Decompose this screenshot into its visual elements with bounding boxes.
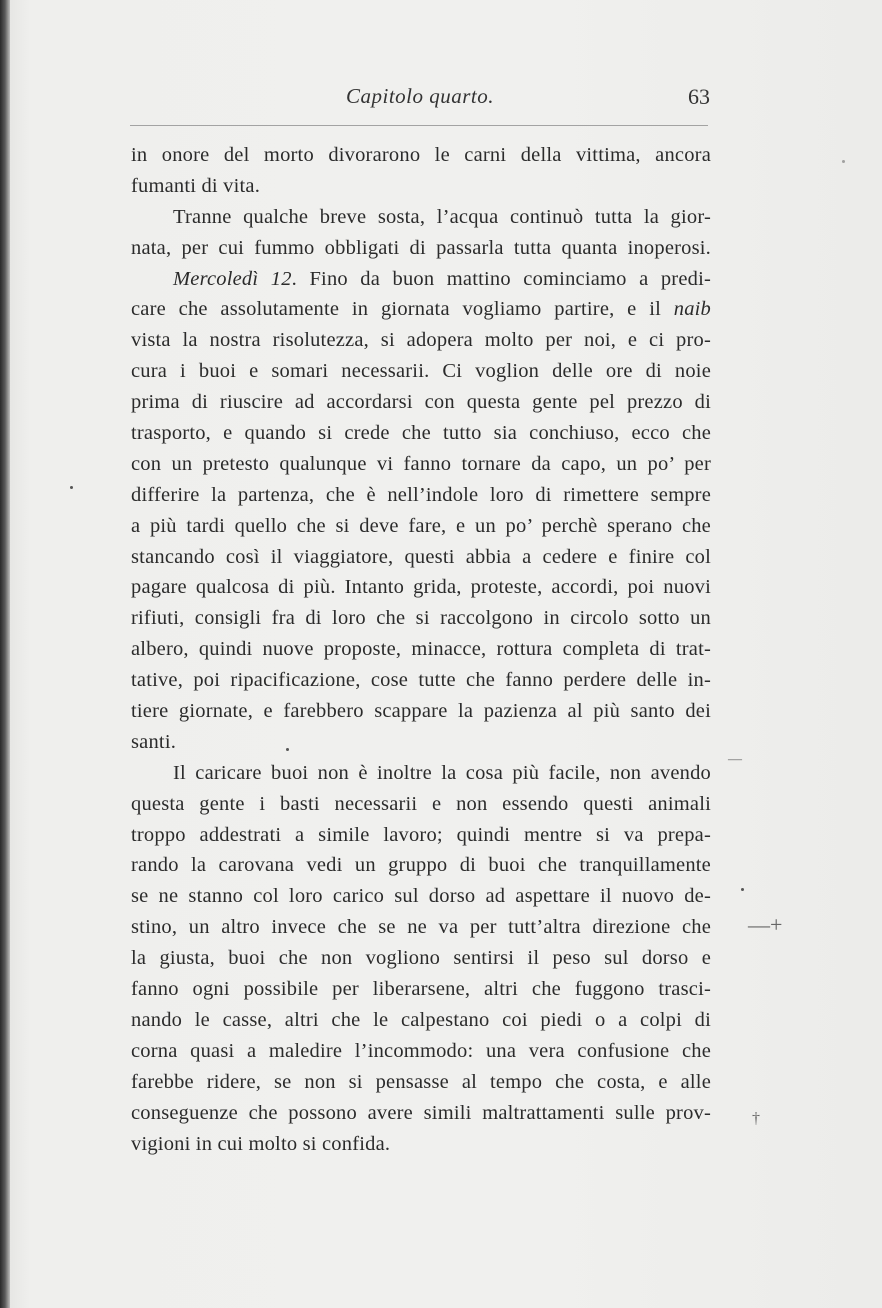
text-line: in onore del morto divorarono le carni della vittima, ancora — [131, 144, 711, 166]
text-line: la giusta, buoi che non vogliono sentirsi il peso sul dorso e — [131, 947, 711, 970]
text-line: trasporto, e quando si crede che tutto sia conchiuso, ecco che — [131, 422, 711, 445]
ink-speck — [741, 888, 744, 891]
page-header — [130, 84, 710, 114]
text-line: farebbe ridere, se non si pensasse al tempo che costa, e alle — [131, 1070, 711, 1093]
text-line: nando le casse, altri che le calpestano coi piedi o a colpi di — [131, 1008, 711, 1031]
text-line: pagare qualcosa di più. Intanto grida, proteste, accordi, poi nuovi — [131, 576, 711, 599]
text-line: Tranne qualche breve sosta, l’acqua continuò tutta la gior- — [173, 205, 711, 228]
text-line: con un pretesto qualunque vi fanno tornare da capo, un po’ per — [131, 452, 711, 475]
text-line: stino, un altro invece che se ne va per tutt’altra direzione che — [131, 916, 711, 939]
text-line: albero, quindi nuove proposte, minacce, rottura completa di trat- — [131, 638, 711, 661]
text-line: questa gente i basti necessarii e non essendo questi animali — [131, 792, 711, 815]
text-line: fanno ogni possibile per liberarsene, altri che fuggono trasci- — [131, 978, 711, 1001]
text-line: fumanti di vita. — [131, 174, 261, 197]
text-line: tative, poi ripacificazione, cose tutte che fanno perdere delle in- — [131, 669, 711, 692]
italic-term: naib — [673, 298, 711, 321]
text-line: vigioni in cui molto si confida. — [131, 1132, 391, 1155]
text-line — [131, 294, 711, 325]
running-title: Capitolo quarto. — [346, 84, 495, 108]
text-line: santi. — [131, 730, 177, 753]
text-fragment: care che assolutamente in giornata vogliamo partire, e il — [131, 298, 674, 321]
text-line — [131, 264, 711, 295]
text-line: rando la carovana vedi un gruppo di buoi che tranquillamente — [131, 854, 711, 877]
page-number: 63 — [688, 84, 710, 109]
date-heading: Mercoledì 12 — [173, 267, 292, 290]
text-line: nata, per cui fummo obbligati di passarla tutta quanta inoperosi. — [131, 236, 711, 259]
margin-mark-dagger: † — [752, 1110, 760, 1127]
text-line: se ne stanno col loro carico sul dorso ad aspettare il nuovo de- — [131, 885, 711, 908]
margin-mark-cross: —+ — [748, 912, 783, 937]
text-line: conseguenze che possono avere simili maltrattamenti sulle prov- — [131, 1101, 711, 1124]
text-line: rifiuti, consigli fra di loro che si raccolgono in circolo sotto un — [131, 607, 711, 630]
ink-speck — [842, 160, 845, 163]
text-line: Il caricare buoi non è inoltre la cosa più facile, non avendo — [173, 761, 711, 784]
binding-edge — [0, 0, 10, 1308]
text-line: a più tardi quello che si deve fare, e un po’ perchè sperano che — [131, 514, 711, 537]
ink-speck — [286, 748, 289, 751]
text-line: corna quasi a maledire l’incommodo: una vera confusione che — [131, 1039, 711, 1062]
body-text — [131, 140, 711, 1159]
text-line: vista la nostra risolutezza, si adopera molto per noi, e ci pro- — [131, 329, 711, 352]
text-line: prima di riuscire ad accordarsi con questa gente pel prezzo di — [131, 391, 711, 414]
text-line: stancando così il viaggiatore, questi abbia a cedere e finire col — [131, 545, 711, 568]
margin-mark-dash: — — [728, 752, 742, 767]
text-line: troppo addestrati a simile lavoro; quindi mentre si va prepa- — [131, 823, 711, 846]
text-line: differire la partenza, che è nell’indole loro di rimettere sempre — [131, 483, 711, 506]
text-line: cura i buoi e somari necessarii. Ci voglion delle ore di noie — [131, 360, 711, 383]
text-line: tiere giornate, e farebbero scappare la pazienza al più santo dei — [131, 700, 711, 723]
header-rule — [130, 125, 708, 126]
ink-speck — [70, 486, 73, 489]
text-fragment: . Fino da buon mattino cominciamo a predi- — [291, 267, 711, 290]
